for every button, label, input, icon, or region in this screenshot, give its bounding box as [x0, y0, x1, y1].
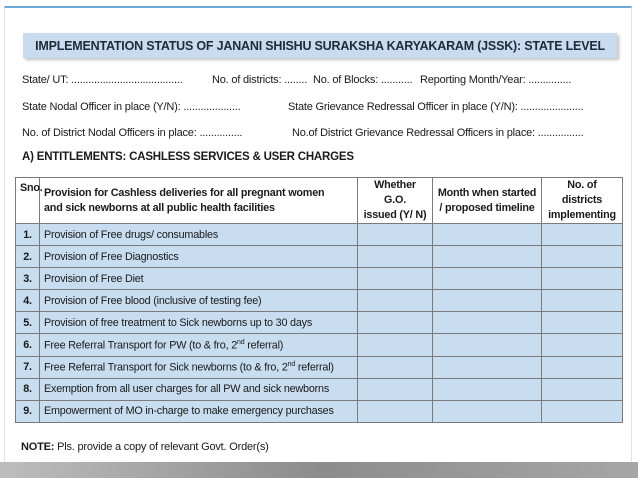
- month-started-cell[interactable]: [433, 334, 542, 356]
- district-nodal-officers-field: No. of District Nodal Officers in place: ...............: [22, 127, 243, 139]
- header-sno: [16, 178, 43, 224]
- table-row: [16, 312, 623, 334]
- table-row: [16, 246, 623, 268]
- row-sno: 1.: [16, 224, 40, 246]
- row-provision-text: Provision of Free drugs/ consumables: [44, 228, 219, 241]
- table-header-row: [16, 178, 623, 224]
- table-row: [16, 356, 623, 378]
- table-row: [16, 268, 623, 290]
- header-month-started: [433, 178, 542, 224]
- row-provision: [40, 334, 358, 356]
- go-issued-cell[interactable]: [358, 356, 433, 378]
- header-districts-line1: No. of districts: [561, 179, 603, 206]
- table-row: [16, 400, 623, 422]
- header-go-line1: Whether G.O.: [374, 179, 416, 206]
- go-issued-cell[interactable]: [358, 312, 433, 334]
- row-provision-text: Exemption from all user charges for all PW and sick newborns: [44, 383, 330, 396]
- month-started-cell[interactable]: [433, 378, 542, 400]
- row-sno: 3.: [16, 268, 40, 290]
- row-provision-text: Provision of Free blood (inclusive of testing fee): [44, 294, 262, 307]
- row-sno: 5.: [16, 312, 40, 334]
- row-provision-text: Provision of free treatment to Sick newborns up to 30 days: [44, 316, 313, 329]
- header-sno-label: Sno.: [20, 182, 43, 194]
- row-provision-sup: nd: [237, 338, 245, 346]
- state-grievance-officer-field: State Grievance Redressal Officer in place (Y/N): ......................: [288, 101, 584, 113]
- state-nodal-officer-field: State Nodal Officer in place (Y/N): ....................: [22, 101, 241, 113]
- note-label: NOTE:: [21, 441, 55, 453]
- month-started-cell[interactable]: [433, 290, 542, 312]
- row-provision-text: Provision of Free Diet: [44, 272, 144, 285]
- header-go-line2: issued (Y/ N): [363, 209, 427, 221]
- go-issued-cell[interactable]: [358, 224, 433, 246]
- go-issued-cell[interactable]: [358, 378, 433, 400]
- header-month-line2: / proposed timeline: [439, 201, 535, 214]
- row-provision-text: Free Referral Transport for Sick newborns (to & fro, 2: [44, 361, 288, 374]
- reporting-month-field: Reporting Month/Year: ...............: [420, 74, 572, 86]
- row-provision-sup: nd: [287, 360, 296, 368]
- row-provision-text-after: referral): [295, 361, 334, 374]
- month-started-cell[interactable]: [433, 356, 542, 378]
- header-districts-implementing: [542, 178, 623, 224]
- blocks-count-field: No. of Blocks: ...........: [313, 74, 413, 86]
- section-heading: A) ENTITLEMENTS: CASHLESS SERVICES & USER CHARGES: [22, 151, 354, 163]
- row-sno: 9.: [16, 400, 40, 422]
- districts-count-field: No. of districts: ........: [212, 74, 308, 86]
- districts-implementing-cell[interactable]: [542, 268, 623, 290]
- row-provision-text: Empowerment of MO in-charge to make emergency purchases: [44, 405, 334, 418]
- month-started-cell[interactable]: [433, 268, 542, 290]
- row-sno: 6.: [16, 334, 40, 356]
- header-go-issued: [358, 178, 433, 224]
- go-issued-cell[interactable]: [358, 334, 433, 356]
- month-started-cell[interactable]: [433, 246, 542, 268]
- row-provision: [40, 400, 358, 422]
- districts-implementing-cell[interactable]: [542, 400, 623, 422]
- row-provision-text: Provision of Free Diagnostics: [44, 250, 179, 263]
- go-issued-cell[interactable]: [358, 246, 433, 268]
- month-started-cell[interactable]: [433, 312, 542, 334]
- month-started-cell[interactable]: [433, 400, 542, 422]
- districts-implementing-cell[interactable]: [542, 334, 623, 356]
- go-issued-cell[interactable]: [358, 268, 433, 290]
- header-districts-line2: implementing: [548, 209, 616, 221]
- districts-implementing-cell[interactable]: [542, 290, 623, 312]
- districts-implementing-cell[interactable]: [542, 312, 623, 334]
- header-provision-line1: Provision for Cashless deliveries for all pregnant women: [44, 186, 325, 199]
- district-grievance-officers-field: No.of District Grievance Redressal Officers in place: ................: [292, 127, 584, 139]
- row-provision: [40, 356, 358, 378]
- districts-implementing-cell[interactable]: [542, 378, 623, 400]
- row-provision: [40, 268, 358, 290]
- go-issued-cell[interactable]: [358, 290, 433, 312]
- header-provision-line2: and sick newborns at all public health facilities: [44, 201, 275, 214]
- state-ut-field: State/ UT: .......................................: [22, 74, 183, 86]
- header-provision: [40, 178, 358, 224]
- header-month-line1: Month when started: [437, 186, 537, 199]
- table-row: [16, 290, 623, 312]
- districts-implementing-cell[interactable]: [542, 356, 623, 378]
- row-provision: [40, 378, 358, 400]
- page-title: IMPLEMENTATION STATUS OF JANANI SHISHU SURAKSHA KARYAKARAM (JSSK): STATE LEVEL: [23, 33, 617, 58]
- bottom-bar: [0, 462, 638, 478]
- table-row: [16, 378, 623, 400]
- row-provision-text: Free Referral Transport for PW (to & fro, 2: [44, 339, 238, 352]
- go-issued-cell[interactable]: [358, 400, 433, 422]
- districts-implementing-cell[interactable]: [542, 246, 623, 268]
- row-provision: [40, 290, 358, 312]
- note: [21, 441, 269, 453]
- row-sno: 7.: [16, 356, 40, 378]
- row-sno: 8.: [16, 378, 40, 400]
- entitlements-table: [15, 177, 623, 423]
- row-provision: [40, 312, 358, 334]
- districts-implementing-cell[interactable]: [542, 224, 623, 246]
- row-sno: 2.: [16, 246, 40, 268]
- row-provision: [40, 224, 358, 246]
- month-started-cell[interactable]: [433, 224, 542, 246]
- table-row: [16, 224, 623, 246]
- note-text: Pls. provide a copy of relevant Govt. Order(s): [54, 441, 269, 453]
- row-provision-text-after: referral): [244, 339, 284, 352]
- table-row: [16, 334, 623, 356]
- row-provision: [40, 246, 358, 268]
- row-sno: 4.: [16, 290, 40, 312]
